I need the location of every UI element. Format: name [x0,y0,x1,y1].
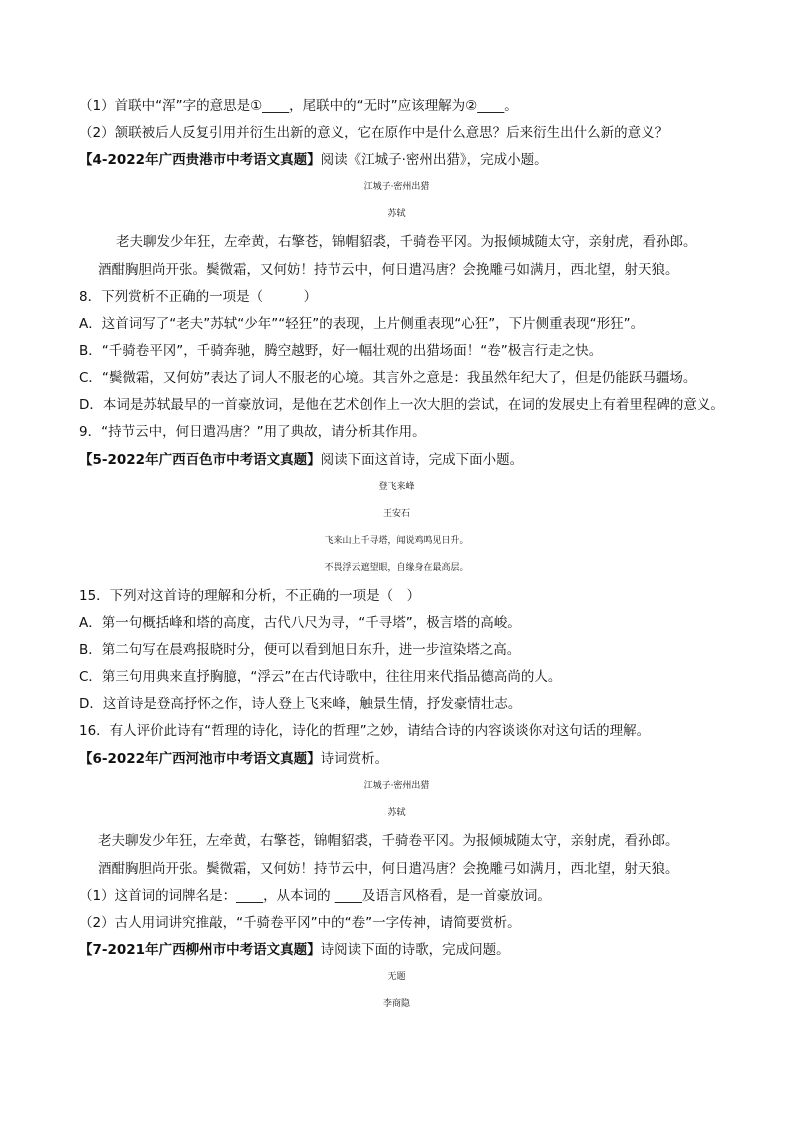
option-a: A．第一句概括峰和塔的高度，古代八尺为寻，“千寻塔”，极言塔的高峻。 [79,615,521,631]
option-a: A．这首词写了“老夫”苏轼“少年”“轻狂”的表现，上片侧重表现“心狂”，下片侧重表现“形狂”。 [79,316,645,332]
section-heading-5 [79,451,523,469]
question-line: 15．下列对这首诗的理解和分析，不正确的一项是（ ） [79,588,421,604]
question-line: 8．下列赏析不正确的一项是（ ） [79,289,318,305]
section-instruction: 诗阅读下面的诗歌，完成问题。 [320,942,510,958]
question-line: 16．有人评价此诗有“哲理的诗化，诗化的哲理”之妙，请结合诗的内容谈谈你对这句话的理解。 [79,723,651,739]
option-c: C．“鬓微霜，又何妨”表达了词人不服老的心境。其言外之意是：我虽然年纪大了，但是仍能跃马疆场。 [79,370,697,386]
poem-author: 苏轼 [387,808,406,818]
poem-text: 酒酣胸胆尚开张。鬓微霜，又何妨！持节云中，何日遣冯唐？会挽雕弓如满月，西北望，射天狼。 [98,861,679,877]
poem-author: 王安石 [382,509,410,519]
poem-text: 老夫聊发少年狂，左牵黄，右擎苍，锦帽貂裘，千骑卷平冈。为报倾城随太守，亲射虎，看孙郎。 [98,833,679,849]
question-line: （1）首联中“浑”字的意思是①____，尾联中的“无时”应该理解为②____。 [79,98,518,114]
section-instruction: 诗词赏析。 [320,751,389,767]
option-d: D．本词是苏轼最早的一首豪放词，是他在艺术创作上一次大胆的尝试，在词的发展史上有着里程碑的意义。 [79,397,724,413]
poem-title: 无题 [387,972,406,982]
option-d: D．这首诗是登高抒怀之作，诗人登上飞来峰，触景生情，抒发豪情壮志。 [79,696,522,712]
section-instruction: 阅读下面这首诗，完成下面小题。 [320,452,524,468]
poem-author: 李商隐 [382,999,410,1009]
poem-title: 登飞来峰 [378,482,415,492]
section-heading-4 [79,151,548,169]
poem-title: 江城子·密州出猎 [363,781,430,791]
poem-text: 老夫聊发少年狂，左牵黄，右擎苍，锦帽貂裘，千骑卷平冈。为报倾城随太守，亲射虎，看孙郎。 [116,234,697,250]
option-c: C．第三句用典来直抒胸臆，“浮云”在古代诗歌中，往往用来代指品德高尚的人。 [79,669,562,685]
poem-text: 酒酣胸胆尚开张。鬓微霜，又何妨！持节云中，何日遣冯唐？会挽雕弓如满月，西北望，射天狼。 [98,262,679,278]
poem-author: 苏轼 [387,209,406,219]
section-source: 【6-2022年广西河池市中考语文真题】 [79,751,321,767]
question-line: （2）颔联被后人反复引用并衍生出新的意义，它在原作中是什么意思？后来衍生出什么新的意义？ [79,125,669,141]
section-instruction: 阅读《江城子·密州出猎》，完成小题。 [320,152,548,168]
poem-title: 江城子·密州出猎 [363,182,430,192]
option-b: B．“千骑卷平冈”，千骑奔驰，腾空越野，好一幅壮观的出猎场面！“卷”极言行走之快。 [79,343,603,359]
poem-text: 飞来山上千寻塔，闻说鸡鸣见日升。 [324,536,469,546]
section-source: 【5-2022年广西百色市中考语文真题】 [79,452,321,468]
section-heading-7 [79,941,510,959]
question-line: （1）这首词的词牌名是：____，从本词的 ____及语言风格看，是一首豪放词。 [79,888,551,904]
poem-text: 不畏浮云遮望眼，自缘身在最高层。 [324,563,469,573]
question-line: 9．“持节云中，何日遣冯唐？”用了典故，请分析其作用。 [79,424,426,440]
section-source: 【7-2021年广西柳州市中考语文真题】 [79,942,321,958]
option-b: B．第二句写在晨鸡报晓时分，便可以看到旭日东升，进一步渲染塔之高。 [79,642,521,658]
section-heading-6 [79,750,388,768]
section-source: 【4-2022年广西贵港市中考语文真题】 [79,152,321,168]
question-line: （2）古人用词讲究推敲，“千骑卷平冈”中的“卷”一字传神，请简要赏析。 [79,915,521,931]
